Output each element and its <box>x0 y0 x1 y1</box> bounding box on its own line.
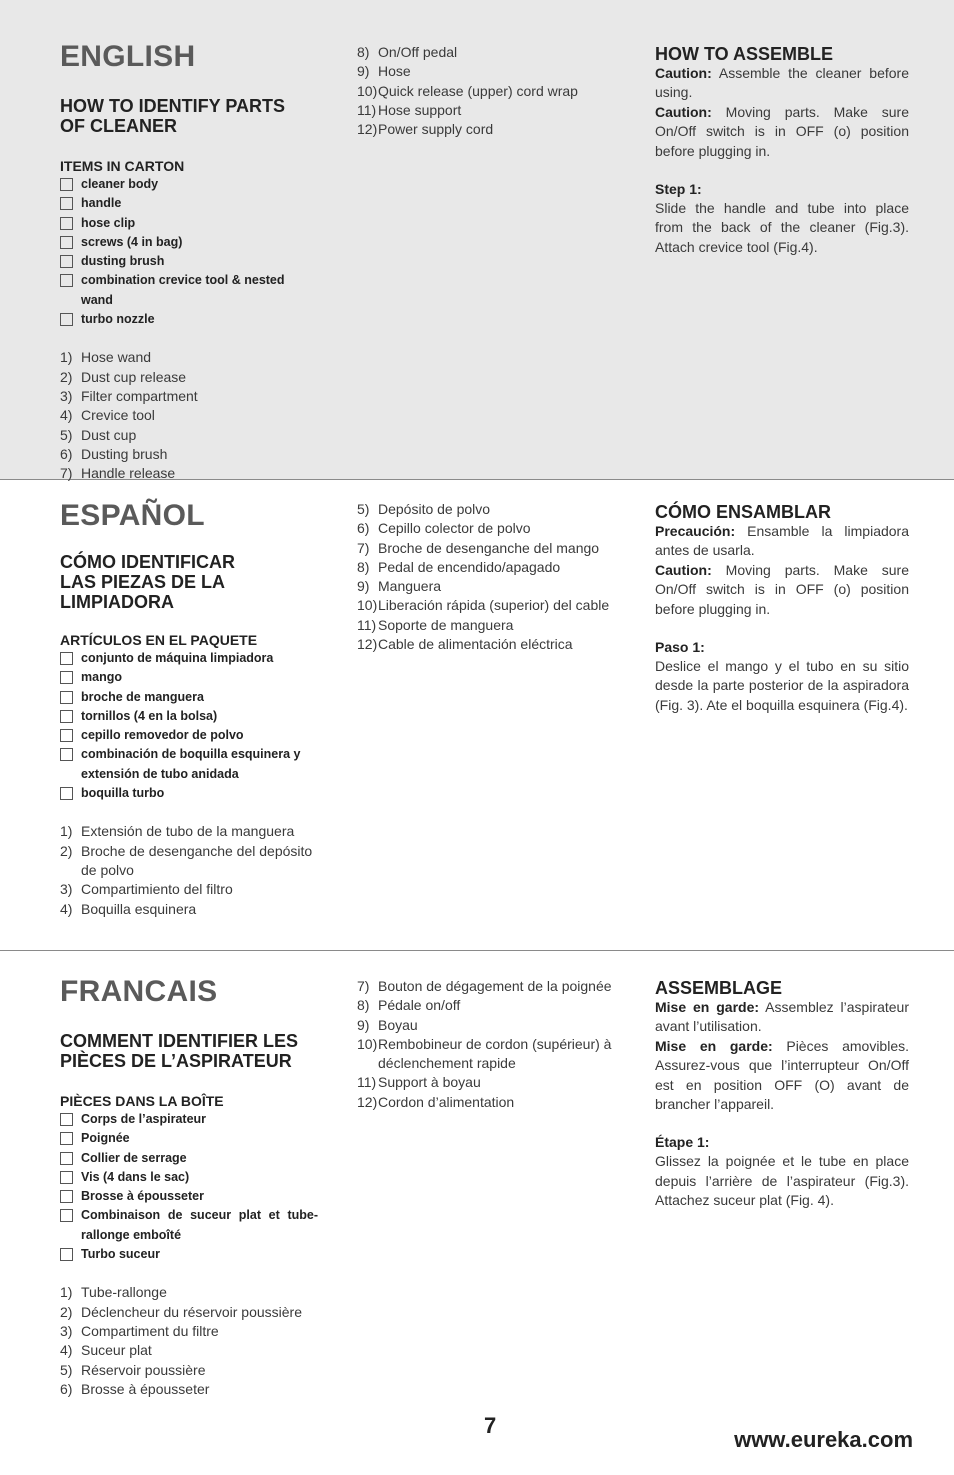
carton-item: Brosse à épousseter <box>60 1187 318 1206</box>
parts-list <box>357 500 613 654</box>
part-item: 3) Filter compartment <box>60 387 198 404</box>
parts-list <box>357 43 613 139</box>
identify-parts-title <box>60 96 318 136</box>
carton-item: Collier de serrage <box>60 1149 318 1168</box>
carton-item: Turbo suceur <box>60 1245 318 1264</box>
part-item: 2) Broche de desenganche del depósito de polvo <box>60 842 313 878</box>
carton-list <box>60 1110 318 1264</box>
identify-parts-title <box>60 1031 318 1071</box>
carton-item: Vis (4 dans le sac) <box>60 1168 318 1187</box>
identify-title-line: CÓMO IDENTIFICAR <box>60 552 235 572</box>
spanish-column-2 <box>357 500 613 654</box>
carton-item: Corps de l’aspirateur <box>60 1110 318 1129</box>
step-text: Slide the handle and tube into place from the back of the cleaner (Fig.3). Attach crevice tool (Fig.4). <box>655 200 909 255</box>
checkbox-icon[interactable] <box>60 274 73 287</box>
french-section <box>0 951 954 1411</box>
identify-title-line: LIMPIADORA <box>60 592 174 612</box>
part-item: 12) Cable de alimentación eléctrica <box>357 636 573 653</box>
carton-item: combinación de boquilla esquinera y extensión de tubo anidada <box>60 745 318 784</box>
checkbox-icon[interactable] <box>60 197 73 210</box>
assemble-title: CÓMO ENSAMBLAR <box>655 502 831 522</box>
part-item: 8) Pedal de encendido/apagado <box>357 558 561 575</box>
checkbox-icon[interactable] <box>60 1113 73 1126</box>
checkbox-icon[interactable] <box>60 313 73 326</box>
carton-list <box>60 649 318 803</box>
step-heading: Step 1: <box>655 181 702 198</box>
checkbox-icon[interactable] <box>60 1132 73 1145</box>
carton-item: cepillo removedor de polvo <box>60 726 318 745</box>
english-column-1 <box>60 40 318 483</box>
carton-item: turbo nozzle <box>60 310 318 329</box>
part-item: 11) Support à boyau <box>357 1074 481 1091</box>
part-item: 7) Bouton de dégagement de la poignée <box>357 978 612 994</box>
part-item: 9) Hose <box>357 63 411 80</box>
website-link[interactable]: www.eureka.com <box>734 1427 913 1452</box>
part-item: 4) Crevice tool <box>60 407 155 424</box>
part-item: 9) Boyau <box>357 1016 418 1033</box>
checkbox-icon[interactable] <box>60 1190 73 1203</box>
part-item: 11) Hose support <box>357 101 462 118</box>
parts-list <box>60 822 318 918</box>
part-item: 4) Boquilla esquinera <box>60 900 197 917</box>
part-item: 1) Tube-rallonge <box>60 1284 167 1301</box>
part-item: 10) Rembobineur de cordon (supérieur) à déclenchement rapide <box>357 1035 612 1072</box>
part-item: 4) Suceur plat <box>60 1342 152 1359</box>
checkbox-icon[interactable] <box>60 729 73 742</box>
checkbox-icon[interactable] <box>60 236 73 249</box>
checkbox-icon[interactable] <box>60 1248 73 1261</box>
checkbox-icon[interactable] <box>60 178 73 191</box>
part-item: 5) Réservoir poussière <box>60 1361 206 1378</box>
part-item: 3) Compartiment du filtre <box>60 1322 219 1339</box>
caution-text: Mise en garde: Assemblez l’aspirateur avant l’utilisation. <box>655 999 910 1035</box>
part-item: 6) Cepillo colector de polvo <box>357 520 531 537</box>
caution-text: Mise en garde: Pièces amovibles. Assurez-vous que l’interrupteur On/Off est en position OFF (O) avant de brancher l’appareil. <box>655 1037 909 1113</box>
part-item: 9) Manguera <box>357 578 442 595</box>
checkbox-icon[interactable] <box>60 691 73 704</box>
caution-text: Caution: Assemble the cleaner before using. <box>655 65 909 101</box>
part-item: 10) Quick release (upper) cord wrap <box>357 82 578 99</box>
identify-title-line: HOW TO IDENTIFY PARTS <box>60 96 286 116</box>
part-item: 2) Dust cup release <box>60 368 187 385</box>
carton-item: conjunto de máquina limpiadora <box>60 649 318 668</box>
part-item: 3) Compartimiento del filtro <box>60 881 233 898</box>
carton-heading: ARTÍCULOS EN EL PAQUETE <box>60 632 258 648</box>
part-item: 2) Déclencheur du réservoir poussière <box>60 1303 302 1320</box>
page-number: 7 <box>484 1413 497 1438</box>
checkbox-icon[interactable] <box>60 652 73 665</box>
carton-item: combination crevice tool & nested wand <box>60 271 318 310</box>
checkbox-icon[interactable] <box>60 1171 73 1184</box>
checkbox-icon[interactable] <box>60 217 73 230</box>
carton-heading: ITEMS IN CARTON <box>60 158 185 174</box>
carton-item: mango <box>60 668 318 687</box>
carton-item: hose clip <box>60 214 318 233</box>
french-column-2 <box>357 977 613 1112</box>
part-item: 6) Dusting brush <box>60 445 168 462</box>
step-text: Deslice el mango y el tubo en su sitio desde la parte posterior de la aspiradora (Fig. 3). Ate el boquilla esquinera (Fig.4). <box>655 658 909 713</box>
checkbox-icon[interactable] <box>60 787 73 800</box>
part-item: 8) On/Off pedal <box>357 44 458 60</box>
checkbox-icon[interactable] <box>60 748 73 761</box>
identify-parts-title <box>60 552 318 612</box>
identify-title-line: PIÈCES DE L’ASPIRATEUR <box>60 1051 292 1071</box>
english-section <box>0 0 954 480</box>
part-item: 1) Extensión de tubo de la manguera <box>60 823 295 840</box>
carton-item: dusting brush <box>60 252 318 271</box>
checkbox-icon[interactable] <box>60 1209 73 1222</box>
caution-text: Caution: Moving parts. Make sure On/Off switch is in OFF (o) position before plugging in. <box>655 561 909 617</box>
part-item: 7) Broche de desenganche del mango <box>357 539 600 556</box>
spanish-column-1 <box>60 499 318 919</box>
part-item: 12) Cordon d’alimentation <box>357 1093 515 1110</box>
spanish-column-3 <box>655 502 909 715</box>
carton-item: broche de manguera <box>60 688 318 707</box>
caution-text: Caution: Moving parts. Make sure On/Off switch is in OFF (o) position before plugging in. <box>655 103 909 159</box>
step-heading: Étape 1: <box>655 1134 710 1151</box>
carton-item: Poignée <box>60 1129 318 1148</box>
checkbox-icon[interactable] <box>60 671 73 684</box>
carton-heading: PIÈCES DANS LA BOÎTE <box>60 1093 224 1109</box>
part-item: 5) Dust cup <box>60 426 137 443</box>
french-title: FRANCAIS <box>60 975 218 1008</box>
parts-list <box>60 348 318 483</box>
part-item: 11) Soporte de manguera <box>357 616 514 633</box>
identify-title-line: LAS PIEZAS DE LA <box>60 572 226 592</box>
part-item: 8) Pédale on/off <box>357 997 461 1014</box>
spanish-section <box>0 480 954 951</box>
part-item: 5) Depósito de polvo <box>357 501 491 517</box>
identify-title-line: COMMENT IDENTIFIER LES <box>60 1031 298 1051</box>
carton-item: screws (4 in bag) <box>60 233 318 252</box>
identify-title-line: OF CLEANER <box>60 116 177 136</box>
part-item: 12) Power supply cord <box>357 121 494 138</box>
english-column-2 <box>357 43 613 139</box>
caution-text: Precaución: Ensamble la limpiadora antes de usarla. <box>655 523 909 559</box>
carton-list <box>60 175 318 329</box>
part-item: 6) Brosse à épousseter <box>60 1380 210 1397</box>
part-item: 7) Handle release <box>60 465 176 482</box>
part-item: 1) Hose wand <box>60 349 152 366</box>
parts-list <box>60 1283 318 1399</box>
carton-item: Combinaison de suceur plat et tube-rallonge emboîté <box>60 1206 318 1245</box>
carton-item: tornillos (4 en la bolsa) <box>60 707 318 726</box>
french-column-3 <box>655 978 909 1211</box>
carton-item: boquilla turbo <box>60 784 318 803</box>
checkbox-icon[interactable] <box>60 710 73 723</box>
carton-item: cleaner body <box>60 175 318 194</box>
parts-list <box>357 977 613 1112</box>
french-column-1 <box>60 975 318 1399</box>
step-text: Glissez la poignée et le tube en place depuis l’arrière de l’aspirateur (Fig.3). Attachez suceur plat (Fig. 4). <box>655 1153 909 1209</box>
step-heading: Paso 1: <box>655 639 705 656</box>
carton-item: handle <box>60 194 318 213</box>
assemble-title: ASSEMBLAGE <box>655 978 783 998</box>
checkbox-icon[interactable] <box>60 255 73 268</box>
part-item: 10) Liberación rápida (superior) del cable <box>357 597 610 614</box>
english-title: ENGLISH <box>60 40 196 73</box>
english-column-3 <box>655 44 909 257</box>
assemble-title: HOW TO ASSEMBLE <box>655 44 834 64</box>
spanish-title: ESPAÑOL <box>60 499 205 532</box>
checkbox-icon[interactable] <box>60 1152 73 1165</box>
